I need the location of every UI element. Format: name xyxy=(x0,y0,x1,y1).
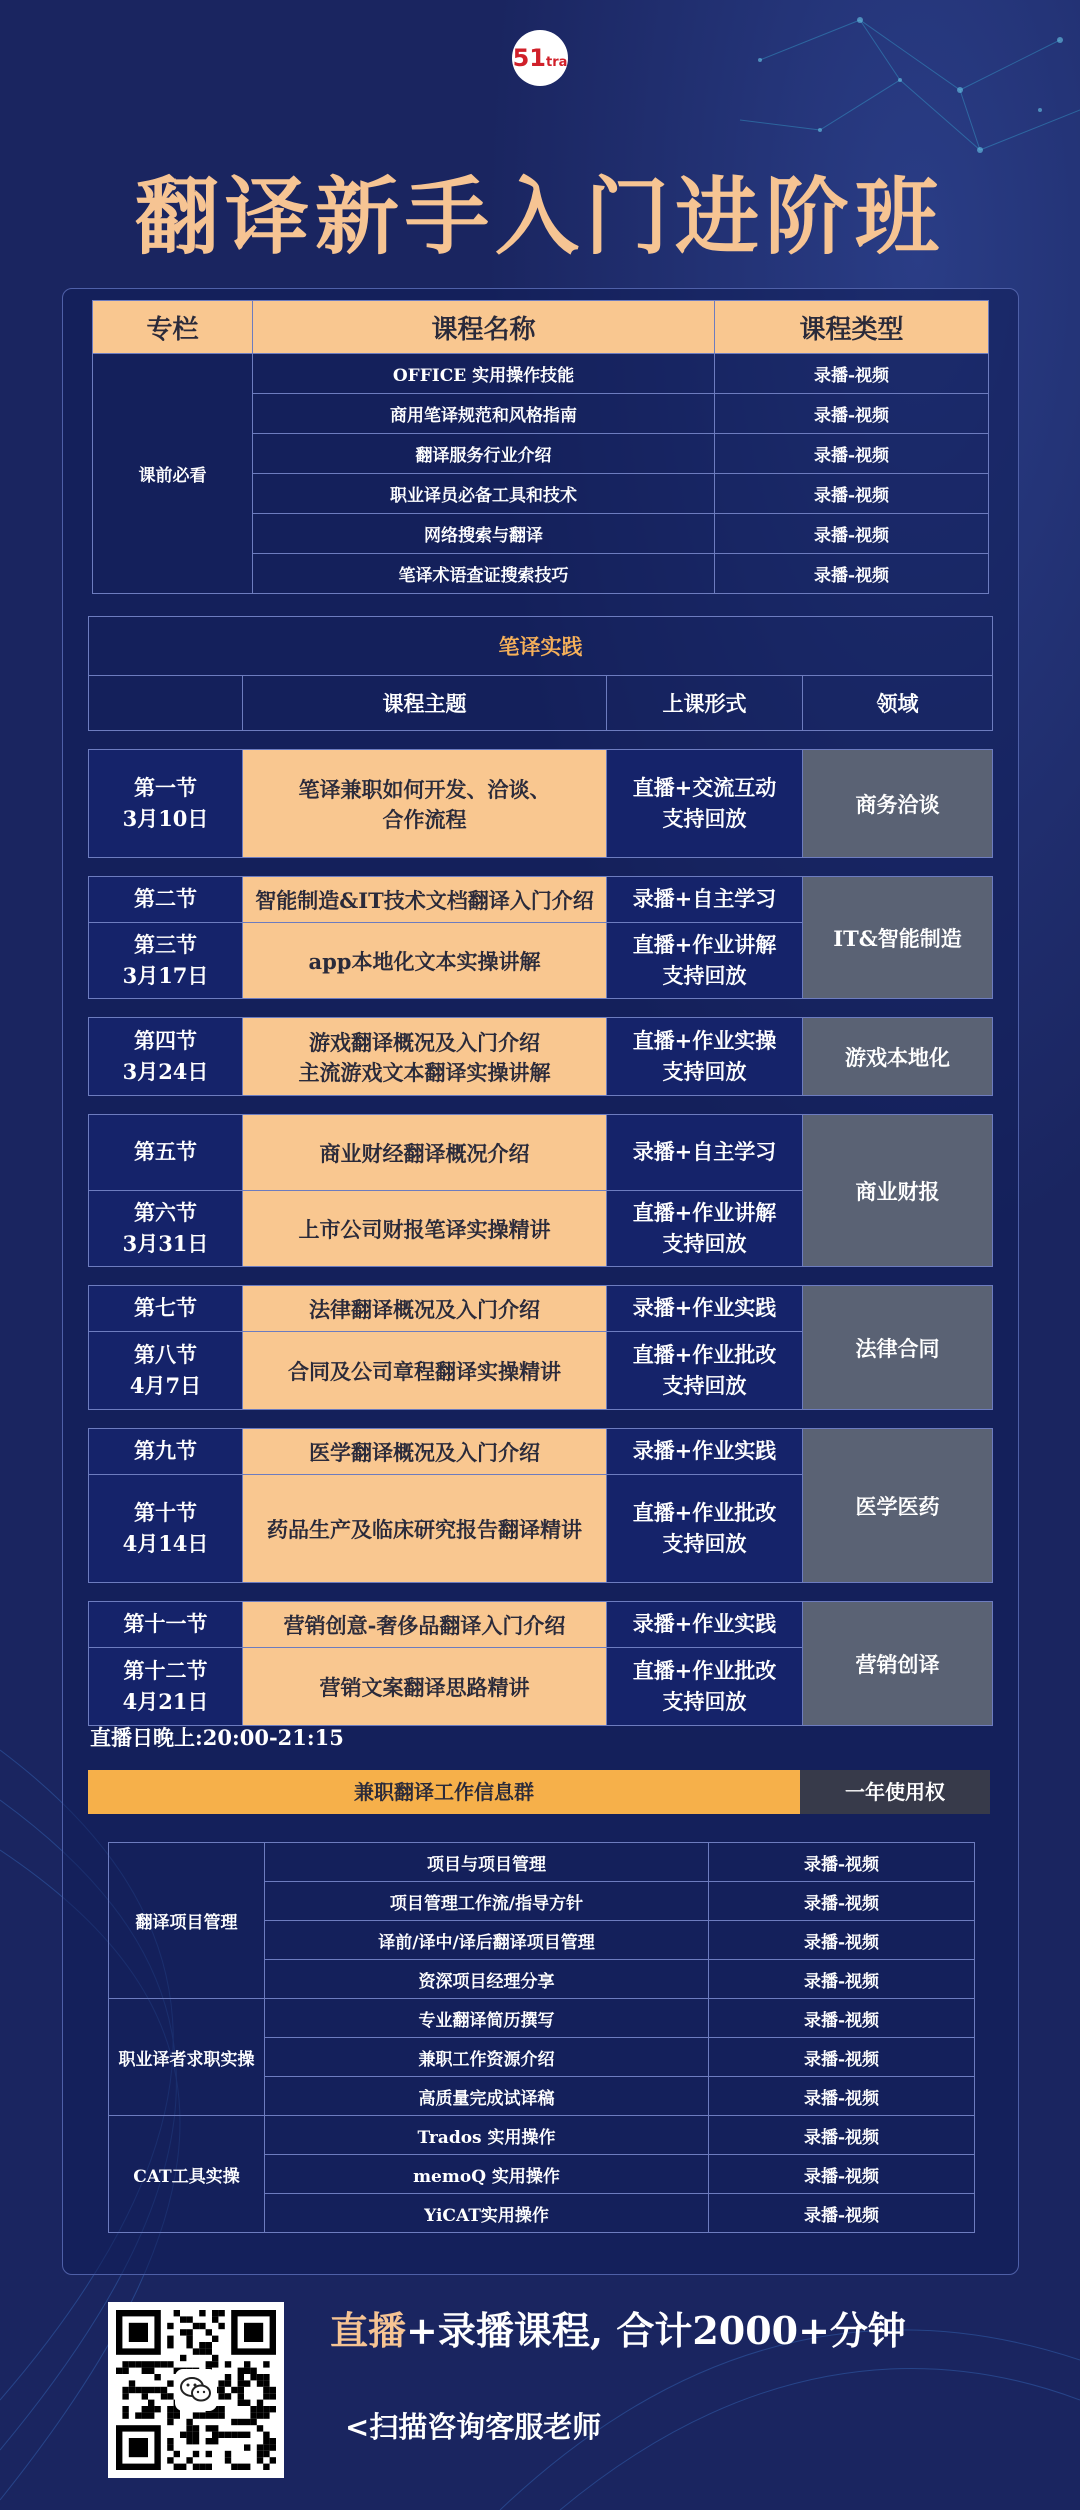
footer-headline-accent: 直播 xyxy=(330,2308,407,2353)
extra-course-name: YiCAT实用操作 xyxy=(265,2194,709,2233)
lesson-form-line: 支持回放 xyxy=(662,1372,747,1398)
prereq-table xyxy=(92,300,989,594)
extra-course-type: 录播-视频 xyxy=(709,2038,975,2077)
prereq-course-name: 商用笔译规范和风格指南 xyxy=(253,394,715,434)
extra-course-name: memoQ 实用操作 xyxy=(265,2155,709,2194)
lesson-form: 录播+自主学习 xyxy=(607,1115,803,1191)
practice-header-blank xyxy=(89,676,243,731)
group-bar-label: 兼职翻译工作信息群 xyxy=(88,1770,800,1814)
field-cell: 医学医药 xyxy=(803,1429,993,1583)
lesson-topic: 营销创意-奢侈品翻译入门介绍 xyxy=(243,1602,607,1648)
footer-headline xyxy=(330,2300,906,2355)
extra-course-name: Trados 实用操作 xyxy=(265,2116,709,2155)
extra-course-name: 专业翻译简历撰写 xyxy=(265,1999,709,2038)
field-cell: 商务洽谈 xyxy=(803,750,993,858)
lesson-number: 第十节 xyxy=(134,1500,197,1526)
lesson-topic: 营销文案翻译思路精讲 xyxy=(243,1648,607,1726)
lesson-topic-line: 合作流程 xyxy=(382,806,467,832)
practice-section-title: 笔译实践 xyxy=(89,617,993,676)
extra-course-type: 录播-视频 xyxy=(709,2077,975,2116)
lesson-topic: 药品生产及临床研究报告翻译精讲 xyxy=(243,1475,607,1583)
lesson-number: 第四节 xyxy=(134,1028,197,1054)
lesson-number: 第七节 xyxy=(89,1286,243,1332)
extra-course-type: 录播-视频 xyxy=(709,2155,975,2194)
lesson-date: 4月7日 xyxy=(129,1372,202,1398)
prereq-course-type: 录播-视频 xyxy=(715,474,989,514)
wechat-icon xyxy=(175,2369,217,2411)
extra-course-type: 录播-视频 xyxy=(709,1960,975,1999)
field-cell: IT&智能制造 xyxy=(803,877,993,999)
practice-header-topic: 课程主题 xyxy=(243,676,607,731)
lesson-topic xyxy=(243,750,607,858)
practice-table xyxy=(88,616,993,1726)
lesson-form-line: 直播+作业讲解 xyxy=(632,1200,777,1226)
prereq-course-name: OFFICE 实用操作技能 xyxy=(253,354,715,394)
lesson-form-line: 直播+作业讲解 xyxy=(632,932,777,958)
prereq-course-name: 网络搜索与翻译 xyxy=(253,514,715,554)
lesson-cell xyxy=(89,1475,243,1583)
prereq-header-column: 专栏 xyxy=(93,301,253,354)
extra-course-name: 兼职工作资源介绍 xyxy=(265,2038,709,2077)
lesson-form-line: 直播+作业批改 xyxy=(632,1658,777,1684)
logo-sub: tra xyxy=(546,55,568,70)
lesson-form-line: 直播+交流互动 xyxy=(632,775,777,801)
extra-course-type: 录播-视频 xyxy=(709,1882,975,1921)
lesson-form xyxy=(607,1475,803,1583)
live-time-note: 直播日晚上:20:00-21:15 xyxy=(90,1725,344,1750)
lesson-date: 3月10日 xyxy=(122,805,209,831)
extra-course-type: 录播-视频 xyxy=(709,1843,975,1882)
lesson-number: 第二节 xyxy=(89,877,243,923)
lesson-date: 3月31日 xyxy=(122,1230,209,1256)
lesson-form xyxy=(607,750,803,858)
lesson-form-line: 支持回放 xyxy=(662,1230,747,1256)
lesson-cell xyxy=(89,1332,243,1410)
field-cell: 商业财报 xyxy=(803,1115,993,1267)
lesson-topic: 上市公司财报笔译实操精讲 xyxy=(243,1191,607,1267)
prereq-header-name: 课程名称 xyxy=(253,301,715,354)
lesson-form: 录播+自主学习 xyxy=(607,877,803,923)
field-cell: 法律合同 xyxy=(803,1286,993,1410)
lesson-form xyxy=(607,1191,803,1267)
lesson-number: 第十二节 xyxy=(123,1658,208,1684)
footer-scan-hint: <扫描咨询客服老师 xyxy=(345,2410,602,2444)
lesson-form: 录播+作业实践 xyxy=(607,1602,803,1648)
group-bar-badge: 一年使用权 xyxy=(800,1770,990,1814)
lesson-cell xyxy=(89,1018,243,1096)
extra-category: CAT工具实操 xyxy=(109,2116,265,2233)
lesson-form xyxy=(607,1648,803,1726)
lesson-form xyxy=(607,1018,803,1096)
lesson-form-line: 支持回放 xyxy=(662,805,747,831)
lesson-number: 第九节 xyxy=(89,1429,243,1475)
prereq-course-type: 录播-视频 xyxy=(715,354,989,394)
prereq-course-type: 录播-视频 xyxy=(715,554,989,594)
lesson-form-line: 支持回放 xyxy=(662,1530,747,1556)
prereq-header-type: 课程类型 xyxy=(715,301,989,354)
lesson-topic xyxy=(243,1018,607,1096)
qr-code-icon[interactable] xyxy=(108,2302,284,2478)
extra-course-type: 录播-视频 xyxy=(709,2194,975,2233)
lesson-form: 录播+作业实践 xyxy=(607,1286,803,1332)
lesson-form: 录播+作业实践 xyxy=(607,1429,803,1475)
lesson-form xyxy=(607,923,803,999)
lesson-number: 第一节 xyxy=(134,775,197,801)
practice-header-field: 领域 xyxy=(803,676,993,731)
prereq-course-name: 笔译术语查证搜索技巧 xyxy=(253,554,715,594)
lesson-form-line: 直播+作业实操 xyxy=(632,1028,777,1054)
extra-course-type: 录播-视频 xyxy=(709,2116,975,2155)
prereq-course-type: 录播-视频 xyxy=(715,434,989,474)
logo-text: 51 xyxy=(512,44,546,72)
lesson-cell xyxy=(89,923,243,999)
lesson-topic: 商业财经翻译概况介绍 xyxy=(243,1115,607,1191)
lesson-topic: 合同及公司章程翻译实操精讲 xyxy=(243,1332,607,1410)
extra-category: 翻译项目管理 xyxy=(109,1843,265,1999)
prereq-course-name: 职业译员必备工具和技术 xyxy=(253,474,715,514)
lesson-form xyxy=(607,1332,803,1410)
lesson-number: 第十一节 xyxy=(89,1602,243,1648)
logo xyxy=(512,30,568,86)
lesson-number: 第五节 xyxy=(89,1115,243,1191)
lesson-topic-line: 游戏翻译概况及入门介绍 xyxy=(309,1029,540,1055)
lesson-topic-line: 笔译兼职如何开发、洽谈、 xyxy=(298,776,551,802)
extra-course-name: 高质量完成试译稿 xyxy=(265,2077,709,2116)
prereq-category: 课前必看 xyxy=(93,354,253,594)
lesson-form-line: 直播+作业批改 xyxy=(632,1500,777,1526)
lesson-date: 3月24日 xyxy=(122,1058,209,1084)
lesson-number: 第三节 xyxy=(134,932,197,958)
lesson-cell xyxy=(89,1191,243,1267)
lesson-cell xyxy=(89,1648,243,1726)
prereq-course-type: 录播-视频 xyxy=(715,514,989,554)
lesson-number: 第六节 xyxy=(134,1200,197,1226)
lesson-form-line: 直播+作业批改 xyxy=(632,1342,777,1368)
extra-course-name: 译前/译中/译后翻译项目管理 xyxy=(265,1921,709,1960)
lesson-form-line: 支持回放 xyxy=(662,1058,747,1084)
extra-course-name: 资深项目经理分享 xyxy=(265,1960,709,1999)
prereq-course-name: 翻译服务行业介绍 xyxy=(253,434,715,474)
lesson-date: 3月17日 xyxy=(122,962,209,988)
extra-course-name: 项目与项目管理 xyxy=(265,1843,709,1882)
lesson-topic-line: 主流游戏文本翻译实操讲解 xyxy=(298,1059,551,1085)
footer-headline-rest: +录播课程, 合计2000+分钟 xyxy=(406,2308,906,2353)
lesson-form-line: 支持回放 xyxy=(662,962,747,988)
extra-course-name: 项目管理工作流/指导方针 xyxy=(265,1882,709,1921)
lesson-form-line: 支持回放 xyxy=(662,1688,747,1714)
practice-header-form: 上课形式 xyxy=(607,676,803,731)
page-title: 翻译新手入门进阶班 xyxy=(134,167,945,266)
field-cell: 营销创译 xyxy=(803,1602,993,1726)
lesson-topic: 法律翻译概况及入门介绍 xyxy=(243,1286,607,1332)
lesson-topic: 智能制造&IT技术文档翻译入门介绍 xyxy=(243,877,607,923)
field-cell: 游戏本地化 xyxy=(803,1018,993,1096)
lesson-cell xyxy=(89,750,243,858)
lesson-date: 4月21日 xyxy=(122,1688,209,1714)
lesson-number: 第八节 xyxy=(134,1342,197,1368)
lesson-topic: app本地化文本实操讲解 xyxy=(243,923,607,999)
prereq-course-type: 录播-视频 xyxy=(715,394,989,434)
extra-course-type: 录播-视频 xyxy=(709,1921,975,1960)
extra-category: 职业译者求职实操 xyxy=(109,1999,265,2116)
lesson-topic: 医学翻译概况及入门介绍 xyxy=(243,1429,607,1475)
extra-course-table xyxy=(108,1842,975,2233)
lesson-date: 4月14日 xyxy=(122,1530,209,1556)
extra-course-type: 录播-视频 xyxy=(709,1999,975,2038)
